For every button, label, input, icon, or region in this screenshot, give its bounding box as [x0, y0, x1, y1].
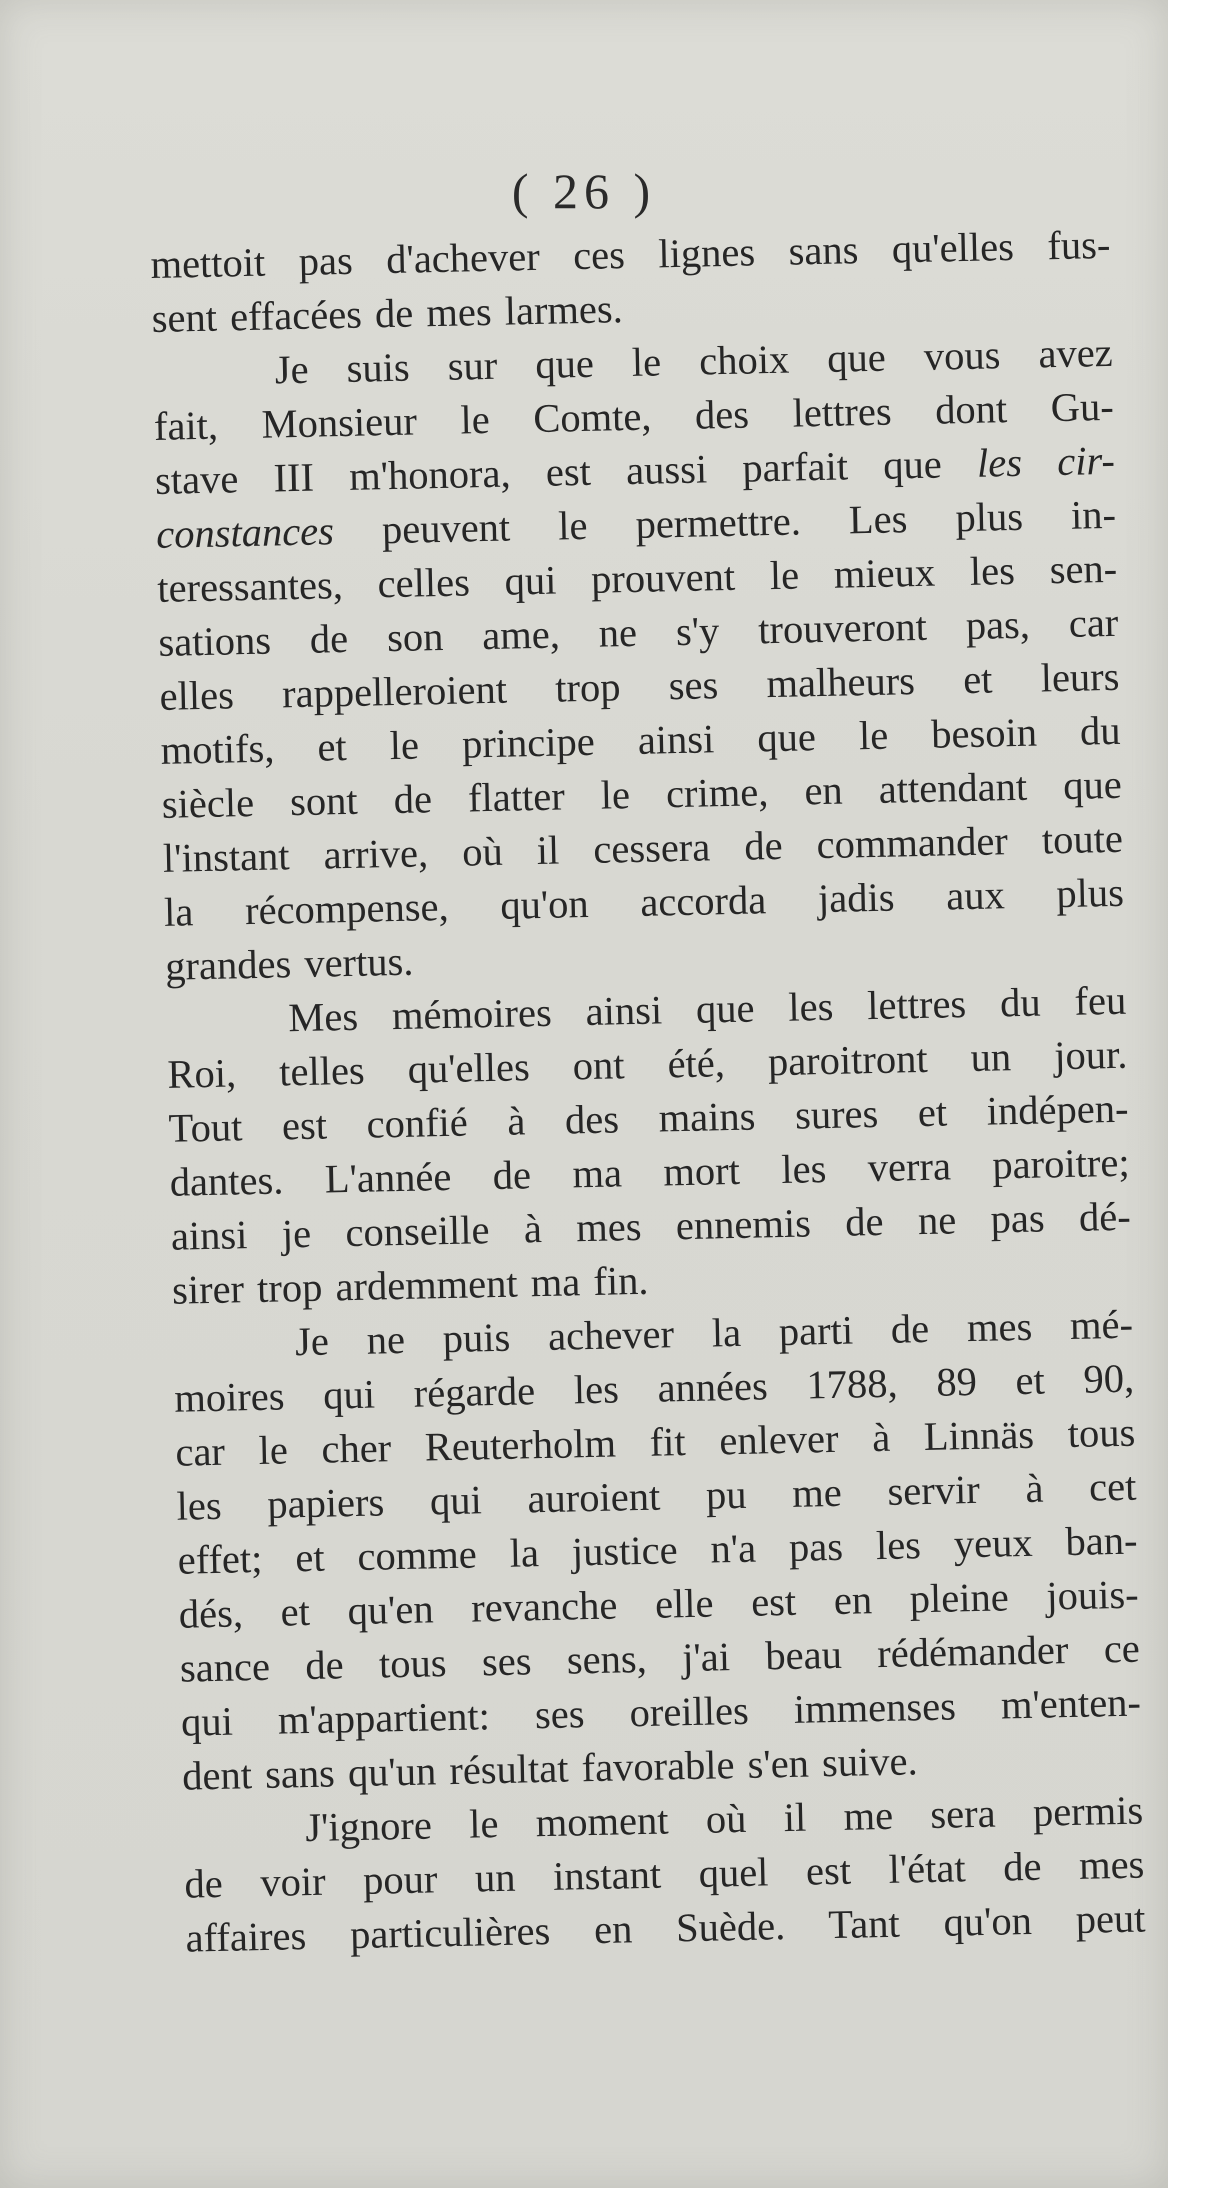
text-line: dantes. L'année de ma mort les verra paroitre; [169, 1139, 1131, 1205]
text-line: car le cher Reuterholm fit enlever à Linnäs tous [174, 1409, 1136, 1475]
text-line: sations de son ame, ne s'y trouveront pas, car [158, 599, 1119, 665]
text-line: qui m'appartient: ses oreilles immenses m'enten- [180, 1679, 1142, 1745]
text-line: sirer trop ardemment ma fin. [171, 1257, 649, 1313]
page-number: ( 26 ) [511, 163, 657, 219]
text-line: l'instant arrive, où il cessera de commander toute [162, 815, 1124, 881]
text-line: effet; et comme la justice n'a pas les yeux ban- [177, 1517, 1138, 1583]
text-line: Je suis sur que le choix que vous avez [274, 329, 1114, 393]
text-line: fait, Monsieur le Comte, des lettres dont Gu- [153, 383, 1115, 449]
text-line: elles rappelleroient trop ses malheurs et leurs [159, 653, 1120, 719]
text-line: sance de tous ses sens, j'ai beau rédémander ce [179, 1625, 1141, 1691]
text-line: de voir pour un instant quel est l'état de mes [184, 1841, 1145, 1907]
text-line: la récompense, qu'on accorda jadis aux plus [163, 869, 1125, 935]
text-line: dent sans qu'un résultat favorable s'en suive. [181, 1738, 919, 1799]
text-line: Roi, telles qu'elles ont été, paroitront un jour. [167, 1031, 1128, 1097]
text-line: affaires particulières en Suède. Tant qu'on peut [185, 1895, 1146, 1961]
body-text [150, 218, 1146, 1966]
text-line: motifs, et le principe ainsi que le besoin du [160, 707, 1121, 773]
italic-text: constances [155, 508, 335, 557]
text-line: Je ne puis achever la parti de mes mé- [294, 1301, 1134, 1365]
text-line: teressantes, celles qui prouvent le mieux les sen- [156, 545, 1118, 611]
text-line: Tout est confié à des mains sures et indépen- [168, 1085, 1129, 1151]
italic-text: les cir- [976, 437, 1116, 486]
text-line: grandes vertus. [164, 938, 414, 989]
text-line: Mes mémoires ainsi que les lettres du feu [287, 977, 1127, 1041]
text-line: mettoit pas d'achever ces lignes sans qu'elles fus- [150, 221, 1111, 287]
text-line-part: peuvent le permettre. Les plus in- [333, 491, 1117, 554]
text-line: siècle sont de flatter le crime, en attendant que [161, 761, 1123, 827]
text-line: moires qui régarde les années 1788, 89 et 90, [173, 1355, 1135, 1421]
text-line: J'ignore le moment où il me sera permis [304, 1787, 1144, 1851]
text-line-part: stave III m'honora, est aussi parfait que [154, 440, 978, 503]
text-line: les papiers qui auroient pu me servir à cet [176, 1463, 1137, 1529]
text-line: sent effacées de mes larmes. [151, 286, 624, 341]
text-line: dés, et qu'en revanche elle est en pleine jouis- [178, 1571, 1140, 1637]
text-line: ainsi je conseille à mes ennemis de ne pas dé- [170, 1193, 1132, 1259]
